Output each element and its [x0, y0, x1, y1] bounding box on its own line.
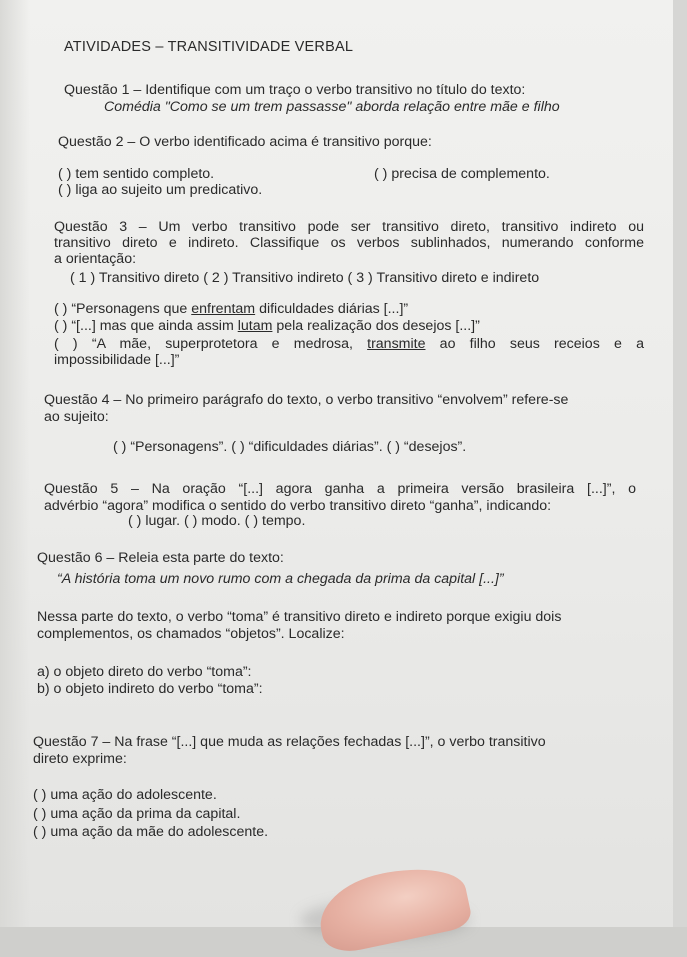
q7-option-1: ( ) uma ação do adolescente.: [33, 787, 217, 803]
q3-item-2: ( ) “[...] mas que ainda assim lutam pela realização dos desejos [...]”: [54, 318, 480, 334]
q6-item-b: b) o objeto indireto do verbo “toma”:: [37, 681, 263, 697]
q4-question-line2: ao sujeito:: [44, 409, 109, 425]
q5-options: ( ) lugar. ( ) modo. ( ) tempo.: [128, 513, 306, 529]
q3-item-1: ( ) “Personagens que enfrentam dificuldades diárias [...]”: [54, 301, 409, 317]
q3-question-line2: transitivo direto e indireto. Classifique os verbos sublinhados, numerando conforme: [54, 235, 644, 251]
q4-question-line1: Questão 4 – No primeiro parágrafo do texto, o verbo transitivo “envolvem” refere-se: [44, 392, 569, 408]
q3-item-3: ( ) “A mãe, superprotetora e medrosa, transmite ao filho seus receios e a: [54, 336, 644, 352]
q2-option-2: ( ) precisa de complemento.: [374, 166, 550, 182]
q6-item-a: a) o objeto direto do verbo “toma”:: [37, 664, 252, 680]
q7-option-2: ( ) uma ação da prima da capital.: [33, 806, 241, 822]
q6-question: Questão 6 – Releia esta parte do texto:: [37, 550, 284, 566]
q6-quote: “A história toma um novo rumo com a chegada da prima da capital [...]”: [57, 571, 504, 587]
worksheet-title: ATIVIDADES – TRANSITIVIDADE VERBAL: [64, 39, 354, 55]
q3-question-line3: a orientação:: [54, 251, 137, 267]
q3-legend: ( 1 ) Transitivo direto ( 2 ) Transitivo indireto ( 3 ) Transitivo direto e indireto: [70, 270, 540, 286]
q2-question: Questão 2 – O verbo identificado acima é transitivo porque:: [58, 134, 432, 150]
q7-option-3: ( ) uma ação da mãe do adolescente.: [33, 824, 269, 840]
underlined-verb: enfrentam: [191, 301, 256, 317]
q2-option-3: ( ) liga ao sujeito um predicativo.: [58, 182, 263, 198]
q7-question-line2: direto exprime:: [33, 751, 127, 767]
underlined-verb: transmite: [367, 336, 426, 352]
q5-question-line1: Questão 5 – Na oração “[...] agora ganha a primeira versão brasileira [...]”, o: [44, 481, 636, 497]
q3-question-line1: Questão 3 – Um verbo transitivo pode ser transitivo direto, transitivo indireto ou: [54, 219, 644, 235]
q2-option-1: ( ) tem sentido completo.: [58, 166, 215, 182]
q6-explanation-line1: Nessa parte do texto, o verbo “toma” é transitivo direto e indireto porque exigiu dois: [37, 609, 562, 625]
q5-question-line2: advérbio “agora” modifica o sentido do verbo transitivo direto “ganha”, indicando:: [44, 498, 552, 514]
q6-explanation-line2: complementos, os chamados “objetos”. Localize:: [37, 626, 345, 642]
q3-item-3-continued: impossibilidade [...]”: [54, 352, 180, 368]
q7-question-line1: Questão 7 – Na frase “[...] que muda as relações fechadas [...]”, o verbo transitivo: [33, 734, 546, 750]
q1-text-title: Comédia "Como se um trem passasse" aborda relação entre mãe e filho: [104, 99, 560, 115]
underlined-verb: lutam: [237, 318, 273, 334]
q4-options: ( ) “Personagens”. ( ) “dificuldades diárias”. ( ) “desejos”.: [113, 439, 467, 455]
q1-question: Questão 1 – Identifique com um traço o verbo transitivo no título do texto:: [64, 82, 526, 98]
